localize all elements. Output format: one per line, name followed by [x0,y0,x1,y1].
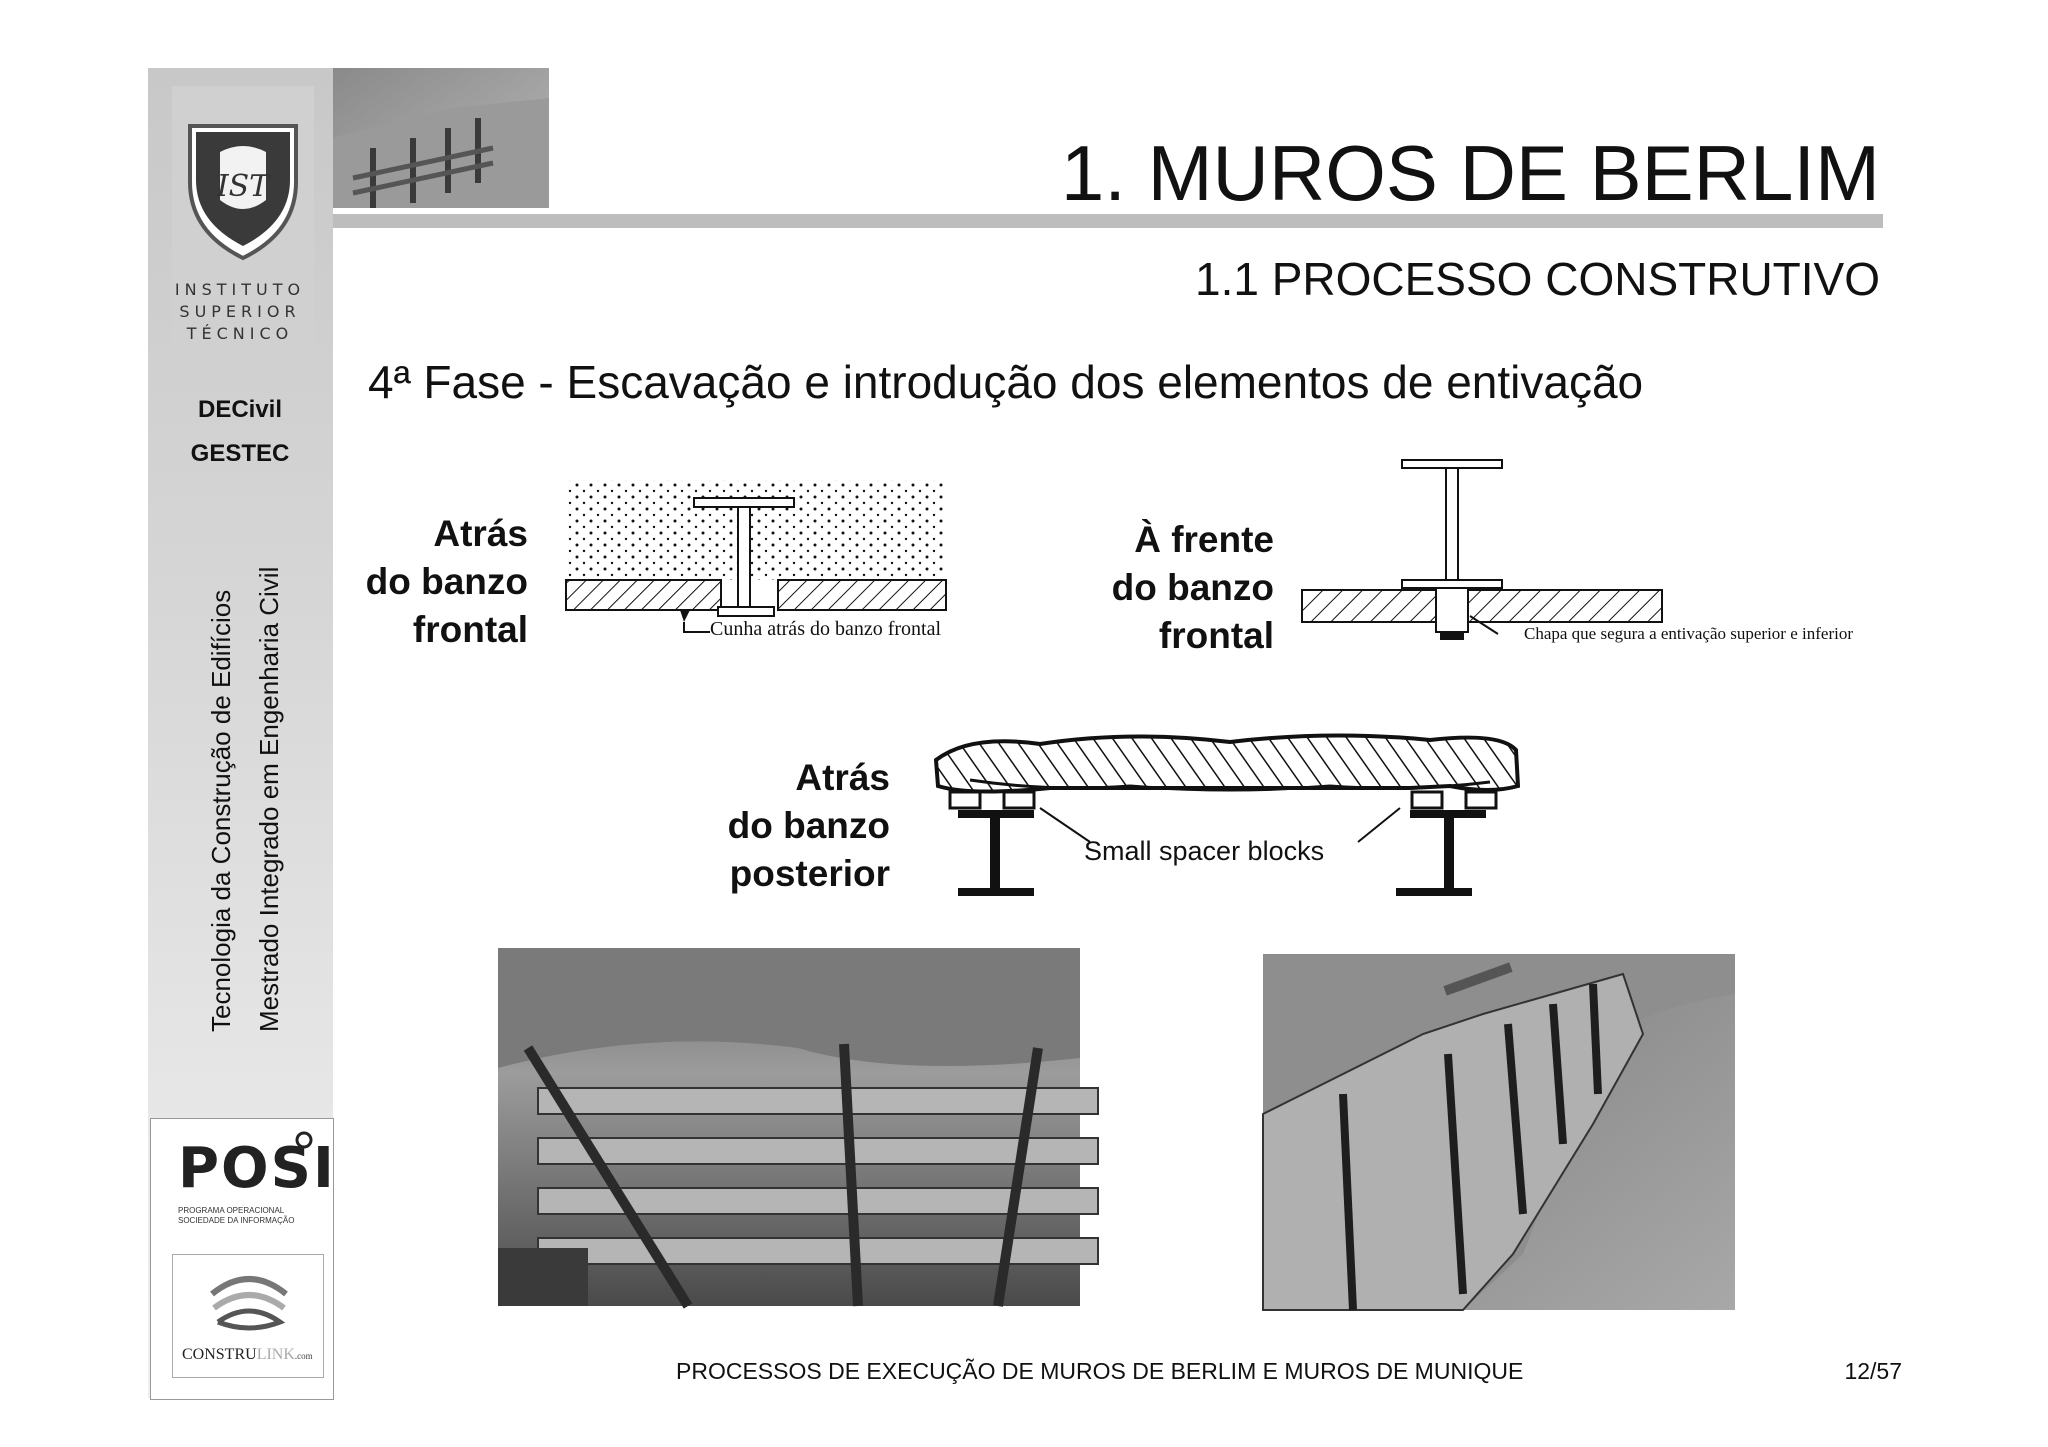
construlink-part-c: .com [294,1351,313,1361]
diagram2-label-line-3: frontal [1158,615,1274,656]
diagram1-label [366,510,528,654]
slide-subtitle: 1.1 PROCESSO CONSTRUTIVO [1194,253,1880,305]
institute-line-1: INSTITUTO [174,280,306,299]
diagram3-label-line-2: do banzo [727,805,890,846]
construlink-swirl-icon [204,1264,294,1334]
header-photo [333,68,549,208]
posi-dot-icon [294,1130,314,1150]
footer-text: PROCESSOS DE EXECUÇÃO DE MUROS DE BERLIM E MUROS DE MUNIQUE [676,1358,1524,1384]
diagram1-label-line-2: do banzo [365,561,528,602]
construlink-wordmark [182,1346,313,1364]
diagram3-caption: Small spacer blocks [1084,836,1325,866]
diagram2-label [1112,516,1274,660]
diagram3-label-line-1: Atrás [795,757,890,798]
diagram1-label-line-1: Atrás [433,513,528,554]
svg-text:IST: IST [216,169,270,204]
institute-line-2: SUPERIOR [179,302,301,321]
slide-title: 1. MUROS DE BERLIM [1060,129,1880,217]
page-number: 12/57 [1844,1358,1902,1384]
construlink-part-b: LINK [256,1346,295,1363]
diagram3-label-line-3: posterior [729,853,890,894]
posi-subtitle-2: SOCIEDADE DA INFORMAÇÃO [178,1216,295,1225]
diagram1-behind-front-flange [560,470,960,630]
posi-subtitle-1: PROGRAMA OPERACIONAL [178,1206,285,1215]
program-title-vertical: Mestrado Integrado em Engenharia Civil [254,566,284,1032]
photo-trench-right [1263,954,1735,1310]
diagram2-label-line-2: do banzo [1111,567,1274,608]
diagram1-label-line-3: frontal [412,609,528,650]
ist-shield-logo [186,122,300,262]
phase-title: 4ª Fase - Escavação e introdução dos elementos de entivação [368,356,1644,408]
diagram2-caption: Chapa que segura a entivação superior e inferior [1524,624,1853,643]
diagram2-in-front-of-front-flange [1298,456,1668,646]
diagram2-label-line-1: À frente [1134,519,1274,560]
course-title-vertical: Tecnologia da Construção de Edifícios [206,589,236,1032]
institute-line-3: TÉCNICO [186,324,294,343]
diagram3-label [728,754,890,898]
diagram3-behind-rear-flange [930,730,1530,900]
department-label: DECivil [197,396,283,423]
diagram1-caption: Cunha atrás do banzo frontal [710,618,942,640]
construlink-part-a: CONSTRU [182,1346,257,1363]
group-label: GESTEC [190,440,290,467]
posi-logo: POSI [178,1136,336,1201]
photo-trench-left [498,948,1080,1306]
